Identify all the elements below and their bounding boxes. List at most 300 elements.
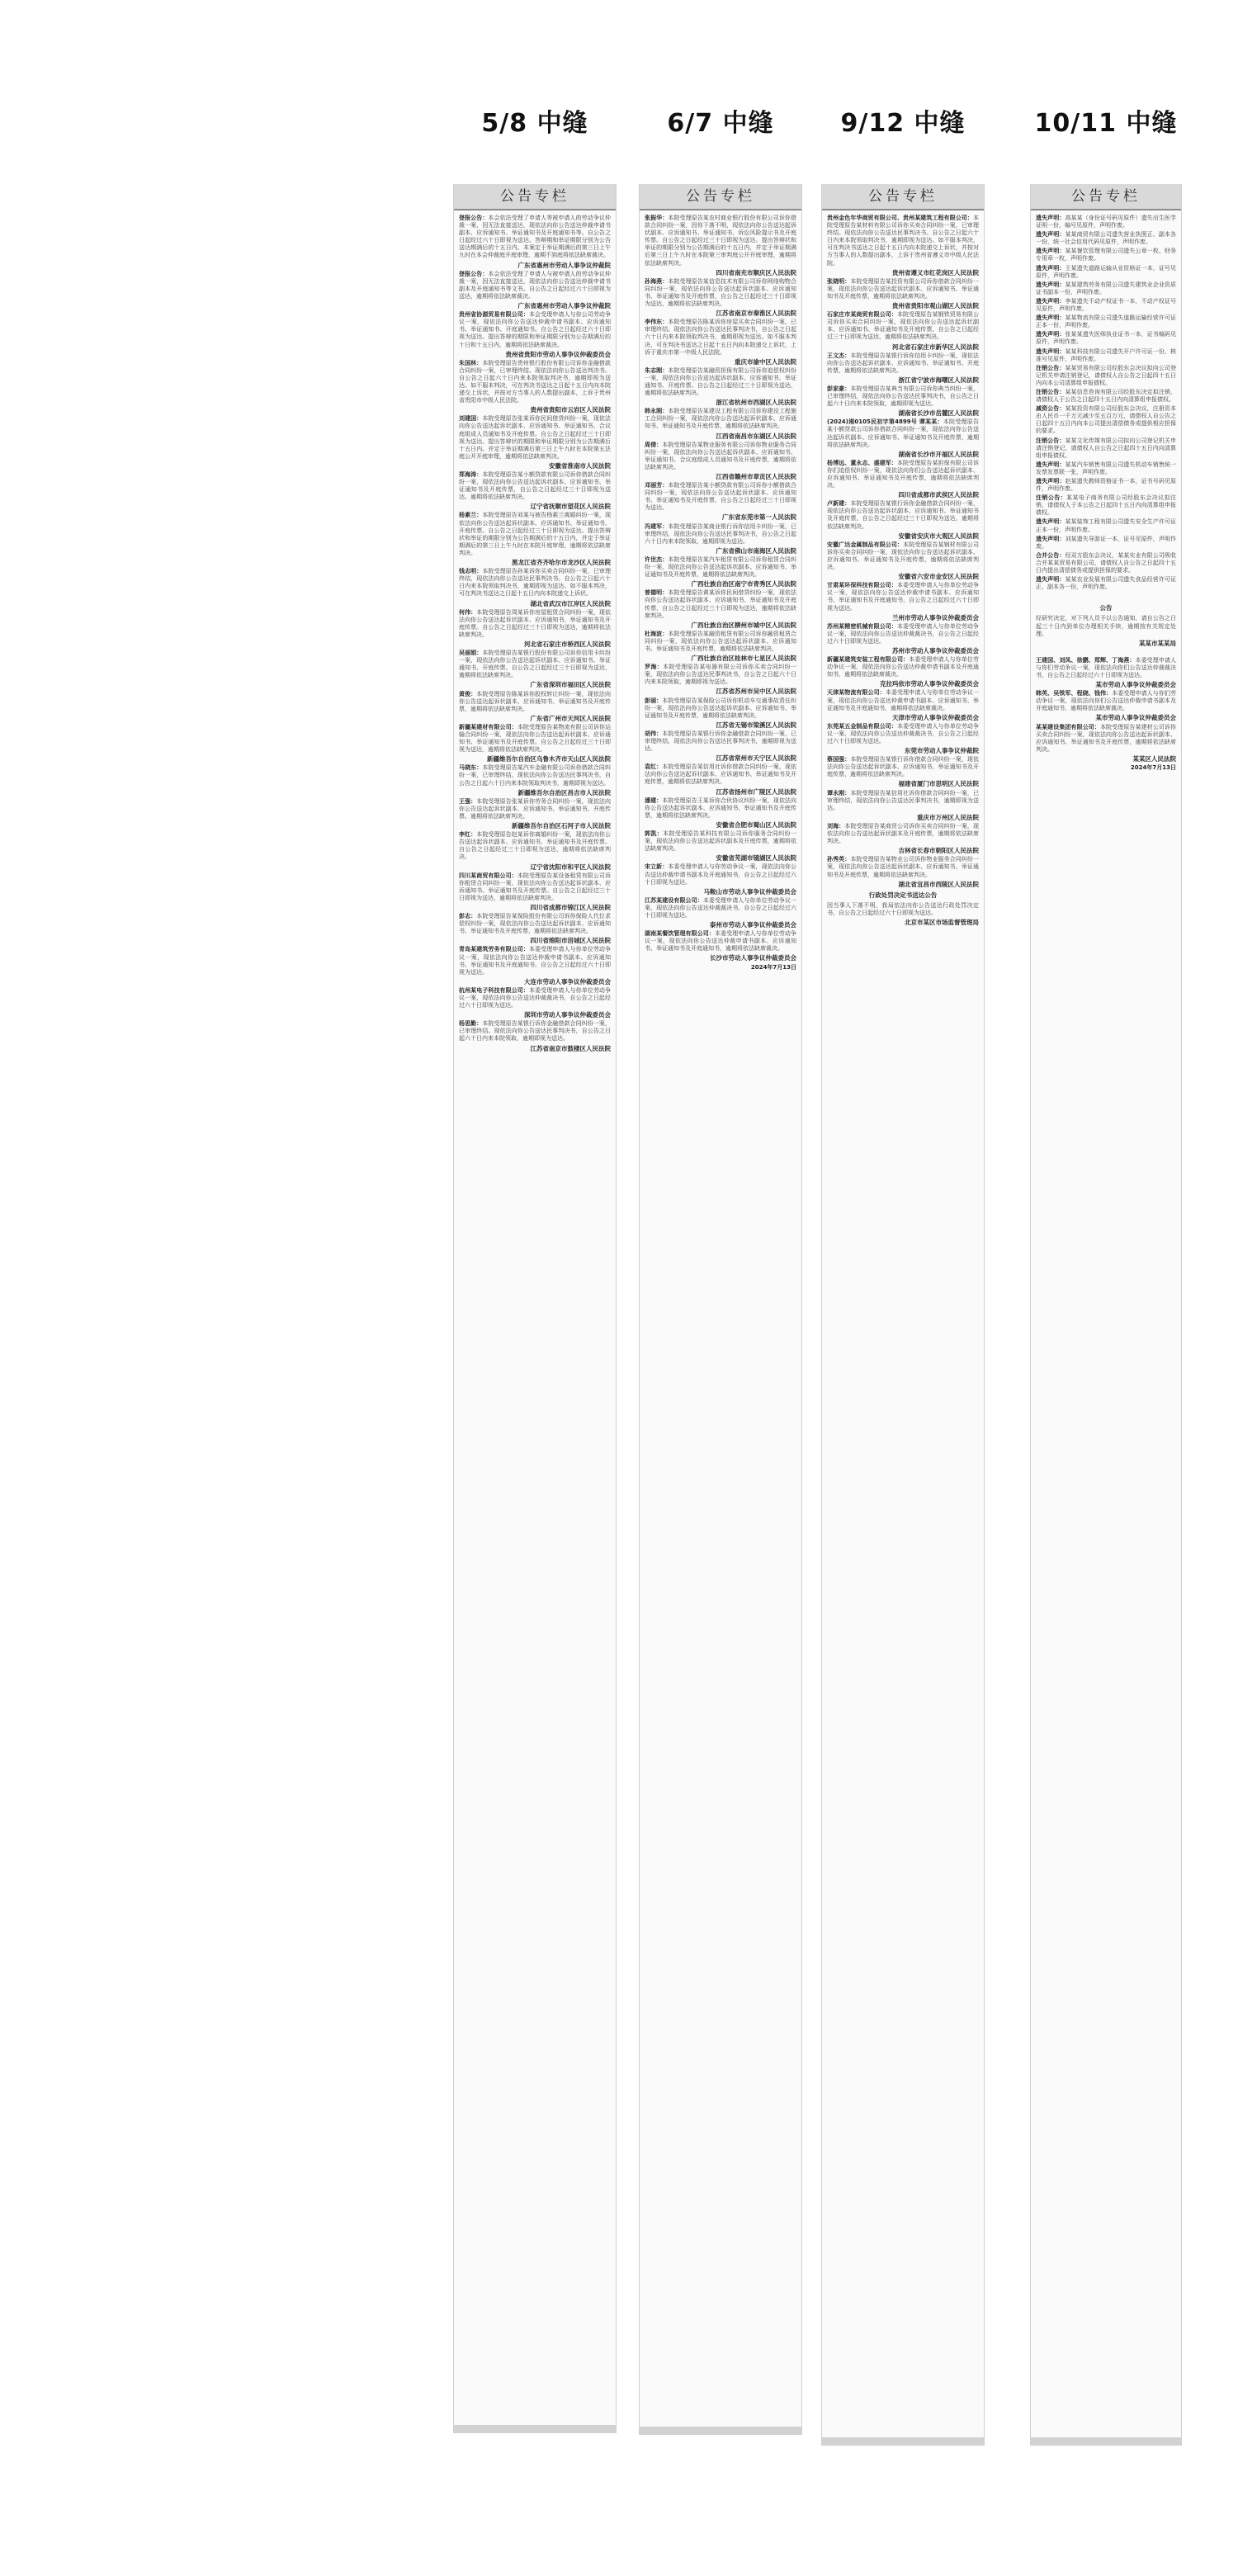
notice-addressee: 遗失声明： bbox=[1036, 264, 1066, 272]
column-body bbox=[454, 210, 616, 1052]
issuing-authority: 苏州市劳动人事争议仲裁委员会 bbox=[892, 646, 979, 655]
notice-addressee: 朱国林： bbox=[459, 359, 483, 366]
notice-item bbox=[1036, 365, 1176, 387]
notice-text: 某某商贸有限公司遗失营业执照正、副本各一份，统一社会信用代码见原件，声明作废。 bbox=[1036, 231, 1177, 246]
notice-item bbox=[827, 385, 979, 408]
issuing-authority: 兰州市劳动人事争议仲裁委员会 bbox=[892, 613, 979, 622]
notice-item bbox=[1036, 215, 1176, 229]
notice-item bbox=[459, 650, 611, 679]
issuing-authority: 贵州省贵阳市观山湖区人民法院 bbox=[892, 302, 979, 310]
issuing-authority: 江苏省常州市天宁区人民法院 bbox=[716, 754, 796, 763]
notice-addressee: 朱志刚： bbox=[645, 366, 669, 374]
column-body bbox=[822, 210, 984, 926]
notice-text: 本院受理原告某商业银行诉你信用卡纠纷一案，已审理终结，现依法向你公告送达民事判决书，自公告之日起六十日内来本院领取，逾期即视为送达。 bbox=[645, 522, 797, 545]
issuing-authority: 贵州省遵义市红花岗区人民法院 bbox=[892, 268, 979, 277]
notice-item bbox=[459, 360, 611, 405]
issuing-authority: 四川省成都市锦江区人民法院 bbox=[530, 903, 611, 911]
notice-item bbox=[645, 442, 796, 471]
issuing-authority: 安徽省六安市金安区人民法院 bbox=[898, 573, 979, 581]
issuing-authority: 广西壮族自治区南宁市青秀区人民法院 bbox=[691, 580, 796, 588]
notice-item bbox=[459, 798, 611, 820]
issuing-authority: 广东省佛山市南海区人民法院 bbox=[716, 546, 796, 555]
issuing-authority: 新疆维吾尔自治区乌鲁木齐市天山区人民法院 bbox=[487, 755, 611, 763]
notice-text: 本院受理原告刘某与被告杨素兰离婚纠纷一案，现依法向你公告送达起诉状副本、应诉通知书、举证通知书、开庭传票。自公告之日起经过三十日即视为送达。提出答辩状和举证的期限分别为公告期满后的十五日内，并定于举证期满后的第三日上午九时在本院开庭审理，逾期将依法缺席判决。 bbox=[459, 512, 612, 556]
notice-addressee: 登报公告： bbox=[459, 215, 489, 221]
notice-item bbox=[645, 664, 796, 686]
notice-addressee: 彭志： bbox=[459, 913, 477, 920]
issuing-authority: 重庆市万州区人民法院 bbox=[917, 813, 979, 821]
notice-item bbox=[1036, 657, 1176, 679]
notice-item bbox=[645, 797, 796, 820]
notice-addressee: 吴丽娟： bbox=[459, 650, 483, 657]
notice-item bbox=[645, 897, 796, 919]
notice-text: 本院受理原告某建材公司诉你买卖合同纠纷一案，现依法向你公告送达起诉状副本、应诉通知书、举证通知书及开庭传票，逾期将依法缺席判决。 bbox=[1036, 723, 1177, 753]
notice-item bbox=[645, 278, 796, 308]
issuing-authority: 福建省厦门市思明区人民法院 bbox=[898, 780, 979, 788]
notice-text: 本委受理申请人与你们劳动争议一案，现依法向你们公告送达仲裁裁决书，自公告之日起经过六十日即视为送达。 bbox=[1036, 656, 1177, 678]
notice-item bbox=[827, 902, 979, 917]
notice-text: 本院受理原告某商贸公司诉你买卖合同纠纷一案，现依法向你公告送达起诉状副本及开庭传票，逾期将依法缺席判决。 bbox=[827, 822, 980, 845]
notice-text: 本院受理原告王某诉你合伙协议纠纷一案，现依法向你公告送达起诉状副本、应诉通知书、举证通知书及开庭传票，逾期将依法缺席判决。 bbox=[645, 796, 797, 819]
notice-addressee: 王文杰： bbox=[827, 352, 851, 359]
spread-label-9-12: 9/12 中缝 bbox=[840, 109, 966, 138]
notice-text: 本院受理原告某银行股份有限公司诉你信用卡纠纷一案，现依法向你公告送达起诉状副本、应诉通知书、举证通知书、开庭传票。自公告之日起经过三十日即视为送达，逾期将依法缺席判决。 bbox=[459, 650, 612, 679]
issuing-authority: 泰州市劳动人事争议仲裁委员会 bbox=[710, 921, 796, 929]
notice-addressee: 邓丽芳： bbox=[645, 482, 669, 489]
notice-text: 本院受理原告某物业公司诉你物业服务合同纠纷一案，现依法向你公告送达起诉状副本、应诉通知书、举证通知书及开庭传票，逾期将依法缺席判决。 bbox=[827, 856, 980, 878]
notice-item bbox=[645, 408, 796, 430]
issuing-authority: 江苏省无锡市梁溪区人民法院 bbox=[716, 721, 796, 729]
notice-addressee: 韩英、吴铁军、程晓、钱伟： bbox=[1036, 690, 1113, 697]
issuing-authority: 湖北省武汉市江岸区人民法院 bbox=[530, 599, 611, 607]
notice-addressee: 郭凯： bbox=[645, 830, 664, 838]
notice-item bbox=[827, 541, 979, 571]
notice-text: 本院受理原告张某诉你劳务合同纠纷一案，现依法向你公告送达起诉状副本、应诉通知书、举证通知书、开庭传票。逾期将依法缺席判决。 bbox=[459, 797, 612, 820]
notice-column-5-8 bbox=[453, 184, 617, 2433]
notice-item bbox=[645, 697, 796, 720]
issuing-authority: 江西省南昌市东湖区人民法院 bbox=[716, 432, 796, 440]
notice-text: 刘某遗失导游证一本，证号见原件，声明作废。 bbox=[1036, 535, 1177, 550]
notice-addressee: 遗失声明： bbox=[1036, 281, 1066, 288]
notice-text: 本院受理原告陈某诉你股权转让纠纷一案，现依法向你公告送达起诉状副本、应诉通知书、举证通知书及开庭传票，逾期将依法缺席判决。 bbox=[459, 690, 612, 712]
notice-text: 高某某（身份证号码见原件）遗失出生医学证明一份，编号见原件，声明作废。 bbox=[1036, 215, 1177, 229]
notice-text: 本委受理申请人与你单位劳动争议一案，现依法向你公告送达仲裁裁决书，自公告之日起经过六十日即视为送达。 bbox=[827, 722, 980, 744]
notice-addressee: 贵州省协源贸易有限公司： bbox=[459, 311, 529, 319]
notice-addressee: 贵州金色年华商贸有限公司、贵州某建筑工程有限公司： bbox=[827, 215, 973, 221]
notice-addressee: 湖南某餐饮管理有限公司： bbox=[645, 930, 715, 938]
notice-text: 本院受理原告贵州银行股份有限公司诉你金融借款合同纠纷一案，已审理终结。现依法向你公告送达判决书。自公告之日起六十日内来本院领取判决书，逾期即视为送达。如不服本判决，可在判决书送达之日起十五日内向本院递交上诉状，并按对方当事人的人数提出副本，上诉于贵州省贵阳市中级人民法院。 bbox=[459, 359, 612, 404]
notice-text: 本院受理原告某典当有限公司诉你典当纠纷一案，已审理终结，现依法向你公告送达民事判决书，自公告之日起六十日内来本院领取，逾期即视为送达。 bbox=[827, 385, 980, 408]
spread-label-6-7: 6/7 中缝 bbox=[667, 109, 774, 138]
notice-item bbox=[1036, 724, 1176, 754]
issuing-authority: 贵州省贵阳市云岩区人民法院 bbox=[530, 406, 611, 414]
issuing-authority: 黑龙江省齐齐哈尔市龙沙区人民法院 bbox=[512, 559, 611, 567]
notice-item bbox=[459, 311, 611, 348]
notice-text: 本院受理原告某材料有限公司诉你买卖合同纠纷一案，已审理终结。现依法向你公告送达民事判决书。自公告之日起六十日内来本院领取判决书，逾期即视为送达。如不服本判决，可在判决书送达之日起十五日内向本院递交上诉状，并按对方当事人的人数提出副本，上诉于贵州省遵义市中级人民法院。 bbox=[827, 215, 979, 267]
notice-item bbox=[827, 311, 979, 341]
notice-addressee: 韩永刚： bbox=[645, 408, 669, 415]
notice-text: 本委受理申请人与你单位劳动争议一案，现依法向你公告送达仲裁申请书副本、应诉通知书、举证通知书及开庭通知书，逾期将依法缺席裁决。 bbox=[645, 930, 797, 952]
notice-text: 本委受理申请人与你单位劳动争议一案，现依法向你公告送达仲裁裁决书，自公告之日起经过六十日即视为送达。 bbox=[827, 622, 980, 645]
notice-addressee: 减资公告： bbox=[1036, 405, 1066, 413]
notice-addressee: 王强： bbox=[459, 797, 477, 805]
issuing-authority: 重庆市渝中区人民法院 bbox=[735, 357, 796, 366]
notice-text: 王某遗失道路运输从业资格证一本，证号见原件，声明作废。 bbox=[1036, 264, 1177, 279]
notice-item bbox=[459, 872, 611, 902]
notice-text: 本委受理申请人与你单位劳动争议一案，现依法向你公告送达仲裁申请书副本、应诉通知书、举证通知书及开庭通知书，自公告之日起经过六十日即视为送达。 bbox=[827, 582, 980, 612]
notice-addressee: 杭州某电子科技有限公司： bbox=[459, 986, 529, 994]
notice-addressee: 孙海燕： bbox=[645, 277, 669, 285]
issuing-authority: 广西壮族自治区柳州市城中区人民法院 bbox=[691, 621, 796, 629]
notice-item bbox=[827, 418, 979, 448]
notice-text: 本院受理原告某电器有限公司诉你买卖合同纠纷一案，现依法向你公告送达民事判决书，自公告之日起六十日内来本院领取，逾期即视为送达。 bbox=[645, 664, 796, 686]
notice-text: 本院受理原告张某诉你民间借贷纠纷一案，现依法向你公告送达起诉状副本、应诉通知书、举证通知书、合议庭组成人员通知书及开庭传票。自公告之日起经过三十日即视为送达。提出答辩状的期限和举证期限分别为公告期满后十五日内。并定于举证期满后第三日上午九时在本院第五法庭公开开庭审理，逾期将依法缺席判决。 bbox=[459, 415, 612, 460]
notice-text: 张某某遗失医师执业证书一本，证书编码见原件，声明作废。 bbox=[1036, 331, 1177, 346]
notice-column-6-7 bbox=[639, 184, 802, 2435]
notice-item bbox=[827, 623, 979, 645]
notice-item bbox=[1036, 389, 1176, 404]
notice-item bbox=[827, 656, 979, 678]
notice-item bbox=[459, 568, 611, 598]
issuing-authority: 江苏省扬州市广陵区人民法院 bbox=[716, 787, 796, 796]
notice-item bbox=[459, 1020, 611, 1042]
notice-item bbox=[1036, 437, 1176, 460]
notice-addressee: 杨博远、董永志、盛建军： bbox=[827, 459, 897, 466]
notice-title: 行政处罚决定书送达公告 bbox=[868, 891, 938, 899]
notice-text: 本院受理原告某信用社诉你借款合同纠纷一案，现依法向你公告送达起诉状副本、应诉通知书、举证通知书及开庭传票，逾期将依法缺席判决。 bbox=[645, 763, 797, 786]
notice-text: 本院受理原告某科技有限公司诉你服务合同纠纷一案，现依法向你公告送达起诉状副本及开庭传票，逾期将依法缺席判决。 bbox=[645, 830, 796, 853]
issuing-authority: 新疆维吾尔自治区石河子市人民法院 bbox=[512, 822, 611, 830]
notice-item bbox=[459, 415, 611, 461]
notice-text: 本院受理原告某物流有限公司诉你运输合同纠纷一案，现依法向你公告送达起诉状副本、应诉通知书、举证通知书及开庭传票。自公告之日起经过三十日即视为送达，逾期将依法缺席判决。 bbox=[459, 723, 612, 754]
notice-text: 本院受理原告某小额贷款公司诉你借款合同纠纷一案，现依法向你公告送达起诉状副本、应诉通知书、举证通知书及开庭传票，逾期将依法缺席判决。 bbox=[827, 418, 979, 448]
issuing-authority: 浙江省宁波市海曙区人民法院 bbox=[898, 376, 979, 384]
notice-addressee: 彭家豪： bbox=[827, 385, 851, 392]
notice-item bbox=[827, 582, 979, 612]
notice-text: 某某投资有限公司经股东会决议，注册资本由人民币一千万元减少至五百万元，请债权人自公告之日起四十五日内向本公司提出清偿债务或提供相应担保的要求。 bbox=[1036, 405, 1177, 435]
notice-addressee: 卢新建： bbox=[827, 500, 851, 508]
notice-text: 本院受理原告某投资有限公司诉你借款合同纠纷一案，现依法向你公告送达起诉状副本、应诉通知书、举证通知书及开庭传票，逾期将依法缺席判决。 bbox=[827, 277, 980, 300]
issuing-authority: 新疆维吾尔自治区昌吉市人民法院 bbox=[517, 788, 611, 796]
notice-item bbox=[459, 609, 611, 639]
notice-addressee: 注销公告： bbox=[1036, 437, 1066, 444]
column-footer-bar bbox=[1031, 2437, 1181, 2446]
notice-text: 某某农业发展有限公司遗失食品经营许可证正、副本各一份，声明作废。 bbox=[1036, 576, 1177, 591]
issuing-authority: 大连市劳动人事争议仲裁委员会 bbox=[524, 977, 611, 985]
notice-text: 本院受理原告某设备租赁有限公司诉你租赁合同纠纷一案，现依法向你公告送达起诉状副本、应诉通知书、举证通知书及开庭传票。自公告之日起经过三十日即视为送达，逾期将依法缺席判决。 bbox=[459, 872, 612, 901]
notice-text: 本院受理原告某银行诉你金融借款合同纠纷一案，现依法向你公告送达起诉状副本、应诉通知书、举证通知书及开庭传票，自公告之日起经过三十日即视为送达，逾期将依法缺席判决。 bbox=[827, 500, 980, 530]
notice-item bbox=[1036, 478, 1176, 493]
notice-text: 本会依法受理了申请人与被申请人的劳动争议仲裁一案，因无法直接送达，现依法向你公告送达仲裁申请书副本及开庭通知书等文书。自公告之日起经过六十日即视为送达，逾期将依法缺席裁决。 bbox=[459, 270, 612, 300]
notice-addressee: 冯建军： bbox=[645, 522, 669, 530]
issuing-authority: 广东省深圳市福田区人民法院 bbox=[530, 681, 611, 689]
notice-addressee: 新疆某建材有限公司： bbox=[459, 723, 517, 730]
notice-text: 经研究决定，对下列人员予以公告通知，请自公告之日起三十日内到单位办理相关手续，逾期按有关规定处理。 bbox=[1036, 615, 1176, 637]
notice-text: 本院受理原告某银行诉你借款合同纠纷一案，现依法向你公告送达起诉状副本、应诉通知书、举证通知书及开庭传票，逾期将依法缺席判决。 bbox=[827, 756, 980, 778]
notice-text: 本委受理申请人与你单位劳动争议一案，现依法向你公告送达仲裁裁决书，自公告之日起经过六十日即视为送达。 bbox=[459, 986, 612, 1009]
notice-addressee: 遗失声明： bbox=[1036, 518, 1066, 526]
notice-item bbox=[645, 319, 796, 356]
column-footer-bar bbox=[454, 2425, 616, 2433]
notice-text: 本院受理原告某汽车租赁有限公司诉你租赁合同纠纷一案，现依法向你公告送达起诉状副本、应诉通知书、举证通知书及开庭传票，逾期将依法缺席判决。 bbox=[645, 555, 797, 579]
issuing-authority: 安徽省安庆市大观区人民法院 bbox=[898, 532, 979, 540]
notice-text: 某某文化传媒有限公司拟向公司登记机关申请注销登记，请债权人自公告之日起四十五日内向清算组申报债权。 bbox=[1036, 437, 1177, 459]
notice-text: 本院受理原告某建设工程有限公司诉你建设工程施工合同纠纷一案，现依法向你公告送达起诉状副本、应诉通知书、举证通知书及开庭传票，逾期将依法缺席判决。 bbox=[645, 408, 797, 430]
notice-addressee: 蔡国强： bbox=[827, 756, 851, 763]
notice-item bbox=[827, 460, 979, 489]
publish-date: 2024年7月13日 bbox=[750, 963, 796, 971]
notice-addressee: 遗失声明： bbox=[1036, 331, 1066, 338]
notice-item bbox=[827, 215, 979, 267]
notice-item bbox=[1036, 405, 1176, 435]
notice-text: 某某电子商务有限公司经股东会决议拟注销，请债权人于本公告之日起四十五日内向清算组申报债权。 bbox=[1036, 494, 1177, 517]
notice-addressee: 遗失声明： bbox=[1036, 478, 1066, 484]
issuing-authority: 广东省惠州市劳动人事争议仲裁院 bbox=[517, 261, 611, 269]
issuing-authority: 辽宁省沈阳市和平区人民法院 bbox=[530, 863, 611, 871]
notice-addressee: 青岛某建筑劳务有限公司： bbox=[459, 946, 529, 953]
notice-addressee: 安徽广达金属制品有限公司： bbox=[827, 541, 904, 548]
notice-column-10-11 bbox=[1030, 184, 1182, 2446]
notice-addressee: 宋立新： bbox=[645, 863, 669, 871]
issuing-authority: 辽宁省抚顺市望花区人民法院 bbox=[530, 503, 611, 511]
notice-text: 经双方股东会决议，某某实业有限公司吸收合并某某贸易有限公司，请债权人自公告之日起四十五日内提出清偿债务或提供担保的要求。 bbox=[1036, 551, 1177, 574]
notice-item bbox=[1036, 576, 1176, 591]
notice-text: 本委受理申请人与你单位劳动争议一案，现依法向你公告送达仲裁裁决书，自公告之日起经过六十日即视为送达。 bbox=[645, 896, 797, 919]
issuing-authority: 广东省惠州市劳动人事争议仲裁院 bbox=[517, 302, 611, 310]
notice-text: 某某建筑劳务有限公司遗失建筑业企业资质证书副本一份，声明作废。 bbox=[1036, 281, 1177, 295]
notice-item bbox=[827, 756, 979, 778]
notice-text: 本会受理申请人与你公司劳动争议一案，现依法向你公告送达仲裁申请书副本、应诉通知书、举证通知书、开庭通知书。自公告之日起经过六十日即视为送达。提出答辩的期限和举证期限分别为公告期满后的十日和十五日内，逾期将依法缺席裁决。 bbox=[459, 311, 612, 348]
issuing-authority: 马鞍山市劳动人事争议仲裁委员会 bbox=[703, 887, 796, 896]
notice-item bbox=[827, 689, 979, 711]
notice-item bbox=[459, 724, 611, 754]
issuing-authority: 某市劳动人事争议仲裁委员会 bbox=[1095, 714, 1176, 722]
notice-item bbox=[1036, 265, 1176, 280]
issuing-authority: 广东省东莞市第一人民法院 bbox=[722, 513, 796, 522]
notice-text: 本院受理原告陈某诉你房屋买卖合同纠纷一案，已审理终结。现依法向你公告送达民事判决书，自公告之日起六十日内来本院领取判决书，逾期即视为送达。如不服本判决，可在判决书送达之日起十五日内向本院递交上诉状，上诉于重庆市第一中级人民法院。 bbox=[645, 319, 797, 356]
notice-item bbox=[827, 790, 979, 812]
issuing-authority: 湖南省长沙市开福区人民法院 bbox=[898, 450, 979, 458]
notice-addressee: 注销公告： bbox=[1036, 364, 1066, 371]
spread-label-5-8: 5/8 中缝 bbox=[481, 109, 588, 138]
notice-item bbox=[459, 512, 611, 557]
notice-text: 本院受理原告某保险股份有限公司诉你保险人代位求偿权纠纷一案，现依法向你公告送达起诉状副本、应诉通知书、举证通知书及开庭传票，逾期将依法缺席判决。 bbox=[459, 913, 612, 935]
issuing-authority: 吉林省长春市朝阳区人民法院 bbox=[898, 847, 979, 855]
notice-text: 某某汽车销售有限公司遗失机动车销售统一发票发票联一张，声明作废。 bbox=[1036, 461, 1177, 475]
issuing-authority: 湖北省宜昌市西陵区人民法院 bbox=[898, 880, 979, 888]
spacer bbox=[1036, 593, 1176, 601]
issuing-authority: 安徽省合肥市蜀山区人民法院 bbox=[716, 820, 796, 829]
notice-item bbox=[1036, 494, 1176, 517]
notice-text: 本院受理原告某融资租赁有限公司诉你融资租赁合同纠纷一案，现依法向你公告送达起诉状副本、应诉通知书、举证通知书及开庭传票，逾期将依法缺席判决。 bbox=[645, 630, 797, 652]
notice-addressee: 遗失声明： bbox=[1036, 248, 1066, 255]
notice-item bbox=[827, 352, 979, 375]
notice-text: 本院受理原告某银行诉你金融借款合同纠纷一案，已审理终结。现依法向你公告送达民事判决书，自公告之日起六十日内来本院领取，逾期即视为送达。 bbox=[459, 1020, 612, 1042]
notice-addressee: 孙秀英： bbox=[827, 856, 851, 863]
notice-item bbox=[645, 215, 796, 267]
notice-addressee: 新疆某建筑安装工程有限公司： bbox=[827, 656, 910, 664]
notice-addressee: 石家庄市某商贸有限公司： bbox=[827, 311, 897, 319]
notice-addressee: 杜海波： bbox=[645, 630, 669, 637]
notice-text: 本院受理原告某担保有限公司诉你们追偿权纠纷一案，现依法向你们公告送达起诉状副本、应诉通知书、举证通知书及开庭传票，逾期将依法缺席判决。 bbox=[827, 459, 980, 489]
column-footer-bar bbox=[640, 2427, 801, 2435]
notice-item bbox=[1036, 314, 1176, 329]
notice-addressee: 天津某物流有限公司： bbox=[827, 689, 886, 697]
notice-item bbox=[645, 631, 796, 653]
notice-addressee: 四川某商贸有限公司： bbox=[459, 872, 517, 879]
notice-item bbox=[645, 930, 796, 952]
notice-text: 本院受理原告孙某诉你买卖合同纠纷一案，已审理终结，现依法向你公告送达民事判决书。自公告之日起六十日内来本院领取判决书，逾期即视为送达。如不服本判决，可在判决书送达之日起十五日内向本院递交上诉状。 bbox=[459, 568, 612, 598]
issuing-authority: 长沙市劳动人事争议仲裁委员会 bbox=[710, 954, 796, 962]
notice-addressee: 遗失声明： bbox=[1036, 535, 1066, 542]
notice-addressee: 合并公告： bbox=[1036, 551, 1066, 559]
notice-addressee: 胡伟： bbox=[645, 730, 663, 737]
issuing-authority: 江苏省苏州市吴中区人民法院 bbox=[716, 688, 796, 696]
notice-text: 本院受理原告某融资担保有限公司诉你追偿权纠纷一案，现依法向你公告送达起诉状副本、应诉通知书、举证通知书、开庭传票。自公告之日起经过三十日即视为送达，逾期将依法缺席判决。 bbox=[645, 366, 797, 397]
notice-addressee: 遗失声明： bbox=[1036, 461, 1066, 468]
issuing-authority: 江西省赣州市章贡区人民法院 bbox=[716, 473, 796, 480]
issuing-authority: 贵州省贵阳市劳动人事争议仲裁委员会 bbox=[505, 350, 611, 358]
notice-text: 本院受理原告赵某诉你离婚纠纷一案，现依法向你公告送达起诉状副本、应诉通知书、举证通知书及开庭传票。自公告之日起经过三十日即视为送达，逾期将依法缺席判决。 bbox=[459, 831, 612, 861]
notice-item bbox=[1036, 248, 1176, 262]
issuing-authority: 深圳市劳动人事争议仲裁委员会 bbox=[524, 1011, 611, 1019]
notice-item bbox=[1036, 298, 1176, 313]
issuing-authority: 某某市某某局 bbox=[1139, 639, 1176, 647]
notice-addressee: 黄俊： bbox=[459, 690, 477, 697]
notice-item bbox=[1036, 536, 1176, 551]
notice-addressee: 遗失声明： bbox=[1036, 297, 1066, 305]
notice-item bbox=[645, 556, 796, 579]
notice-text: 本委受理申请人与你单位劳动争议一案，现依法向你公告送达仲裁申请书副本及开庭通知书，逾期将依法缺席裁决。 bbox=[827, 656, 980, 678]
notice-text: 本院受理原告某小额贷款有限公司诉你小额借款合同纠纷一案，现依法向你公告送达起诉状副本、应诉通知书、举证通知书及开庭传票，自公告之日起经过三十日即视为送达。 bbox=[645, 482, 797, 512]
notice-addressee: 遗失声明： bbox=[1036, 314, 1066, 322]
issuing-authority: 浙江省杭州市西湖区人民法院 bbox=[716, 399, 796, 407]
notice-addressee: 郑海涛： bbox=[459, 471, 483, 478]
issuing-authority: 江苏省南京市秦淮区人民法院 bbox=[716, 310, 796, 318]
notice-item bbox=[459, 471, 611, 501]
issuing-authority: 江苏省南京市鼓楼区人民法院 bbox=[530, 1044, 611, 1052]
notice-addressee: 某某建设集团有限公司： bbox=[1036, 723, 1100, 730]
notice-item bbox=[1036, 348, 1176, 363]
notice-item bbox=[645, 367, 796, 397]
notice-text: 本院受理原告某钢铁贸易有限公司诉你买卖合同纠纷一案，现依法向你公告送达起诉状副本、应诉通知书、举证通知书及开庭传票，自公告之日起经过三十日即视为送达，逾期将依法缺席判决。 bbox=[827, 311, 980, 341]
notice-addressee: 苏州某精密机械有限公司： bbox=[827, 622, 897, 630]
notice-text: 本委受理申请人与你单位劳动争议一案，现依法向你公告送达仲裁申请书副本、应诉通知书、举证通知书及开庭通知书，逾期将依法缺席裁决。 bbox=[827, 689, 980, 711]
notice-addressee: 遗失声明： bbox=[1036, 231, 1066, 239]
notice-text: 本院受理原告某信息技术有限公司诉你网络购物合同纠纷一案，现依法向你公告送达起诉状副本、应诉通知书、举证通知书及开庭传票，自公告之日起经过三十日即视为送达，逾期将依法缺席判决。 bbox=[645, 277, 797, 308]
notice-item bbox=[459, 913, 611, 935]
notice-text: 本院受理原告某银行诉你信用卡纠纷一案，现依法向你公告送达起诉状副本、应诉通知书、举证通知书、开庭传票，逾期将依法缺席判决。 bbox=[827, 352, 980, 374]
notice-addressee: 袁红： bbox=[645, 763, 663, 771]
notice-addressee: 遗失声明： bbox=[1036, 576, 1066, 584]
notice-item bbox=[459, 271, 611, 300]
notice-addressee: 注销公告： bbox=[1036, 494, 1067, 502]
notice-text: 本会依法受理了申请人等被申请人的劳动争议仲裁一案，因无法直接送达，现依法向你公告送达仲裁申请书副本、应诉通知书、举证通知书及开庭通知书等。自公告之日起经过六十日即视为送达。答辩期和举证期限分别为公告送达期满后的十五日内。本案定于举证期满后的第三日上午九时在本会仲裁庭开庭审理，逾期不到庭将依法缺席裁决。 bbox=[459, 215, 612, 259]
notice-addressee: 杨思勤： bbox=[459, 1020, 483, 1028]
notice-addressee: 曾德明： bbox=[645, 589, 669, 597]
issuing-authority: 广东省广州市天河区人民法院 bbox=[530, 714, 611, 722]
notice-addressee: 东莞某五金制品有限公司： bbox=[827, 722, 897, 730]
notice-addressee: 李红： bbox=[459, 831, 477, 839]
column-header: 公告专栏 bbox=[640, 184, 801, 210]
notice-addressee: 杨素兰： bbox=[459, 512, 483, 519]
column-header: 公告专栏 bbox=[1031, 184, 1181, 210]
notice-text: 本院受理原告某信用社诉你借款合同纠纷一案，已审理终结，现依法向你公告送达民事判决书，逾期即视为送达。 bbox=[827, 789, 980, 811]
notice-item bbox=[1036, 518, 1176, 533]
spread-label-10-11: 10/11 中缝 bbox=[1034, 109, 1178, 138]
notice-item bbox=[645, 482, 796, 512]
notice-item bbox=[645, 830, 796, 853]
notice-addressee: 张振华： bbox=[645, 215, 669, 221]
notice-text: 因当事人下落不明，我局依法向你公告送达行政处罚决定书，自公告之日起经过六十日即视为送达。 bbox=[827, 901, 979, 916]
notice-item bbox=[1036, 281, 1176, 296]
notice-text: 某某科技有限公司遗失开户许可证一份，核准号见原件，声明作废。 bbox=[1036, 347, 1177, 362]
notice-addressee: 遗失声明： bbox=[1036, 215, 1066, 221]
notice-addressee: 罗海： bbox=[645, 664, 664, 671]
notice-item bbox=[1036, 461, 1176, 476]
notice-text: 本委受理申请人与你劳动争议一案，现依法向你公告送达仲裁申请书副本及开庭通知书，自公告之日起经过六十日即视为送达。 bbox=[645, 863, 797, 886]
notice-text: 赵某遗失教师资格证书一本，证书号码见原件，声明作废。 bbox=[1036, 478, 1177, 493]
issuing-authority: 某市劳动人事争议仲裁委员会 bbox=[1095, 681, 1176, 689]
issuing-authority: 安徽省芜湖市镜湖区人民法院 bbox=[716, 854, 796, 863]
notice-text: 本院受理原告某保险公司诉你机动车交通事故责任纠纷一案，现依法向你公告送达起诉状副本、应诉通知书、举证通知书及开庭传票，逾期将依法缺席判决。 bbox=[645, 697, 797, 719]
notice-addressee: 注销公告： bbox=[1036, 388, 1066, 395]
notice-addressee: 何伟： bbox=[459, 608, 477, 616]
notice-addressee: 李伟东： bbox=[645, 319, 669, 326]
notice-text: 某某贸易有限公司经股东会决议拟向公司登记机关申请注销登记，请债权人自公告之日起四十五日内向本公司清算组申报债权。 bbox=[1036, 364, 1177, 386]
notice-addressee: 江苏某建设有限公司： bbox=[645, 896, 703, 904]
notice-item bbox=[459, 946, 611, 976]
notice-addressee: 刘海： bbox=[827, 822, 845, 830]
notice-column-9-12 bbox=[821, 184, 985, 2446]
column-body bbox=[1031, 210, 1181, 772]
notice-addressee: 彭丽： bbox=[645, 697, 663, 704]
column-body bbox=[640, 210, 801, 971]
notice-item bbox=[1036, 231, 1176, 246]
notice-text: 某某信息咨询有限公司经股东决定拟注销，请债权人于公告之日起四十五日内向清算组申报债权。 bbox=[1036, 388, 1177, 404]
notice-item bbox=[827, 278, 979, 300]
notice-text: 本院受理原告某小额贷款有限公司诉你借款合同纠纷一案，现依法向你公告送达起诉状副本、应诉通知书、举证通知书及开庭传票，自公告之日起经过三十日即视为送达。逾期将依法缺席判决。 bbox=[459, 471, 612, 501]
notice-text: 本院受理原告黄某诉你民间借贷纠纷一案，现依法向你公告送达起诉状副本、应诉通知书、举证通知书及开庭传票，自公告之日起经过三十日即视为送达，逾期将依法缺席判决。 bbox=[645, 589, 797, 619]
issuing-authority: 四川省南充市顺庆区人民法院 bbox=[716, 268, 796, 277]
spacer bbox=[1036, 649, 1176, 657]
notice-item bbox=[459, 831, 611, 861]
notice-text: 本院受理原告周某诉你房屋租赁合同纠纷一案，现依法向你公告送达起诉状副本、应诉通知书、举证通知书及开庭传票。自公告之日起经过三十日即视为送达，逾期将依法缺席判决。 bbox=[459, 608, 612, 638]
notice-item bbox=[827, 856, 979, 878]
notice-text: 本委受理申请人与你们劳动争议一案，现依法向你们公告送达仲裁申请书副本及开庭通知书，逾期将依法缺席裁决。 bbox=[1036, 690, 1177, 712]
notice-text: 某某装饰工程有限公司遗失安全生产许可证正本一份，声明作废。 bbox=[1036, 518, 1177, 533]
notice-item bbox=[459, 987, 611, 1009]
notice-addressee: 许世杰： bbox=[645, 555, 669, 563]
notice-title: 公告 bbox=[1099, 604, 1113, 612]
notice-item bbox=[645, 763, 796, 786]
notice-addressee: 马晓东： bbox=[459, 764, 483, 772]
issuing-authority: 四川省成都市武侯区人民法院 bbox=[898, 491, 979, 499]
issuing-authority: 东莞市劳动人事争议仲裁院 bbox=[905, 747, 979, 755]
notice-addressee: 张晓明： bbox=[827, 277, 851, 285]
notice-text: 某某物流有限公司遗失道路运输经营许可证正本一份，声明作废。 bbox=[1036, 314, 1177, 329]
notice-addressee: 王建国、刘凤、徐鹏、郑辉、丁海燕： bbox=[1036, 656, 1136, 664]
notice-item bbox=[1036, 331, 1176, 346]
notice-addressee: 谭永刚： bbox=[827, 789, 851, 796]
notice-item bbox=[645, 863, 796, 886]
notice-item bbox=[827, 823, 979, 845]
notice-addressee: 周倩： bbox=[645, 441, 663, 448]
issuing-authority: 四川省绵阳市涪城区人民法院 bbox=[530, 937, 611, 945]
notice-item bbox=[1036, 615, 1176, 637]
column-header: 公告专栏 bbox=[454, 184, 616, 210]
notice-text: 本院受理原告某物业服务有限公司诉你物业服务合同纠纷一案，现依法向你公告送达起诉状副本、应诉通知书、举证通知书、合议庭组成人员通知书及开庭传票，逾期将依法缺席判决。 bbox=[645, 441, 797, 470]
